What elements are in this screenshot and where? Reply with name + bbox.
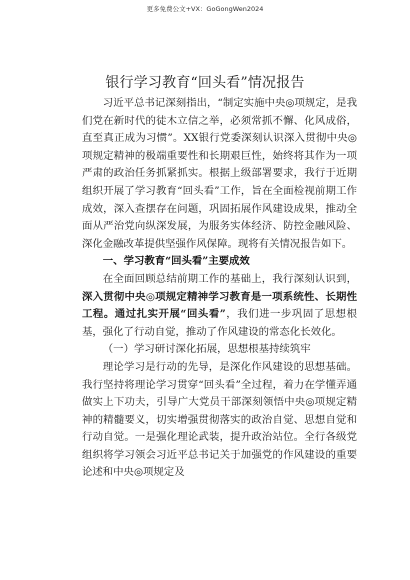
study-paragraph: 理论学习是行动的先导，是深化作风建设的思想基础。我行坚持将理论学习贯穿“回头看”全过程，着力在学懂弄通做实上下功夫，引导广大党员干部深刻领悟中央◎项规定精神的精髓要义，切实增强贯彻落实的政治自觉、思想自觉和行动自觉。一是强化理论武装，提升政治站位。全行各级党组织将学习领会习近平总书记关于加强党的作风建设的重要论述和中央◎项规定及 xyxy=(82,360,357,479)
report-title: 银行学习教育“回头看”情况报告 xyxy=(105,75,305,91)
section-heading-achievements: 一、学习教育“回头看”主要成效 xyxy=(102,255,250,268)
achievements-paragraph xyxy=(82,271,357,341)
achievements-text-end: ，我们进一步巩固了思想根基，强化了行动自觉，推动了作风建设的常态化长效化。 xyxy=(82,308,357,338)
intro-paragraph: 习近平总书记深刻指出，“制定实施中央◎项规定，是我们党在新时代的徒木立信之举，必须常抓不懈、化风成俗，直至真正成为习惯”。XX银行党委深刻认识深入贯彻中央◎项规定精神的极端重要性和长期艰巨性，始终将其作为一项严肃的政治任务抓紧抓实。根据上级部署要求，我行于近期组织开展了学习教育“回头看”工作，旨在全面检视前期工作成效，深入查摆存在问题，巩固拓展作风建设成果，推动全面从严治党向纵深发展，为服务实体经济、防控金融风险、深化金融改革提供坚强作风保障。现将有关情况报告如下。 xyxy=(82,97,357,250)
achievements-text-start: 在全面回顾总结前期工作的基础上，我行深刻认识到， xyxy=(102,272,357,285)
achievements-text-emphasis: 深入贯彻中央◎项规定精神学习教育是一项系统性、长期性工程。通过扎实开展“回头看” xyxy=(82,290,357,321)
report-body xyxy=(82,95,357,482)
subsection-heading-study: （一）学习研讨深化拓展，思想根基持续筑牢 xyxy=(102,343,311,356)
header-note: 更多免费公文+VX：GoGongWen2024 xyxy=(146,5,264,13)
